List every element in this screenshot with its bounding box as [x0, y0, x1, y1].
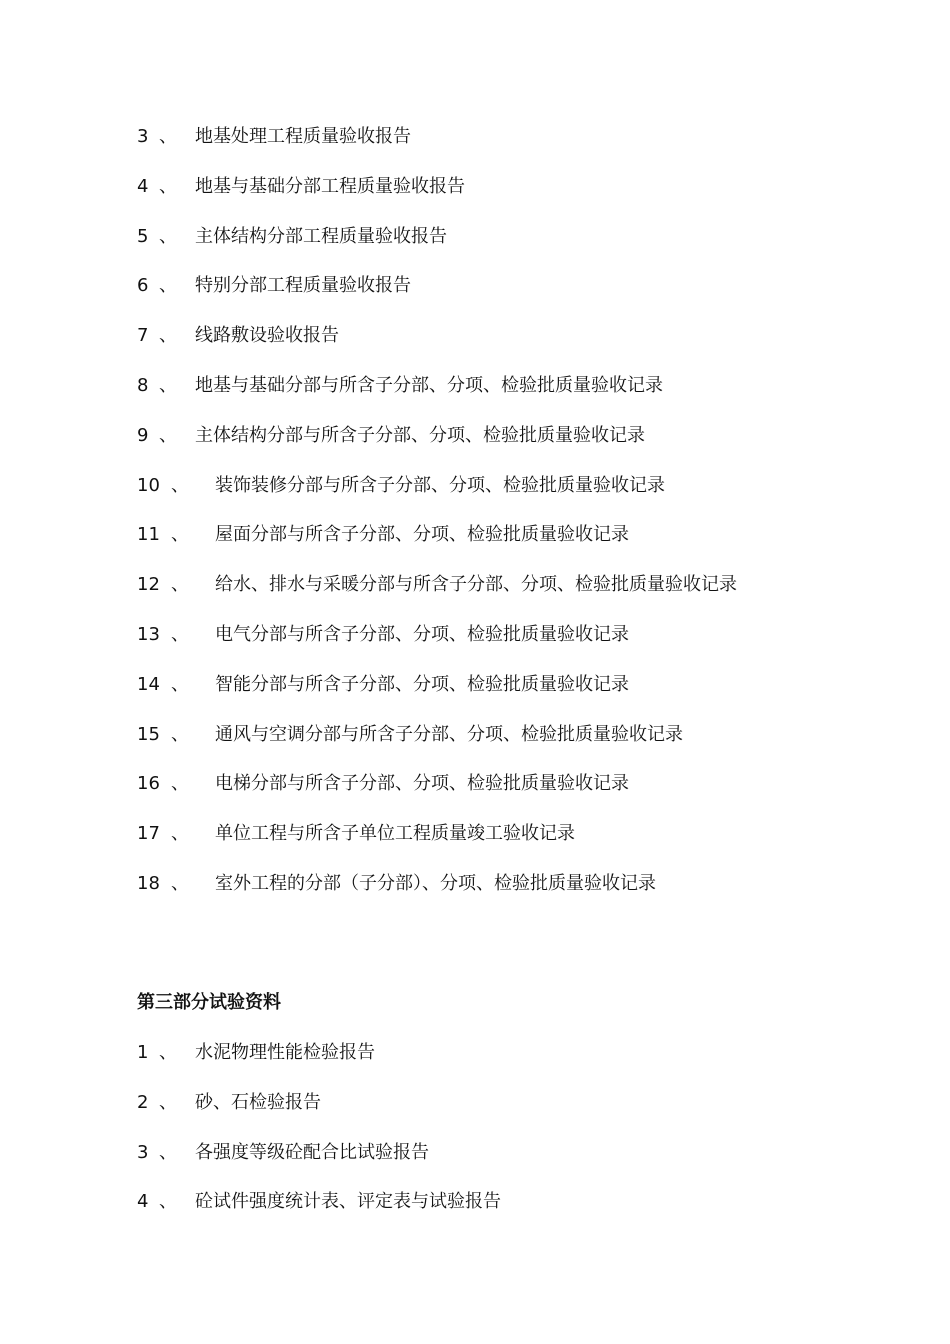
- list-item: [137, 173, 737, 223]
- list-item: [137, 671, 737, 721]
- item-text: 地基处理工程质量验收报告: [195, 126, 411, 147]
- list-item: [137, 1039, 501, 1089]
- item-text: 给水、排水与采暖分部与所含子分部、分项、检验批质量验收记录: [215, 574, 737, 596]
- list-item: [137, 1139, 501, 1189]
- item-number: 17: [137, 823, 160, 845]
- item-separator: 、: [159, 1191, 177, 1213]
- list-item: [137, 422, 737, 472]
- item-text: 装饰装修分部与所含子分部、分项、检验批质量验收记录: [215, 474, 665, 496]
- item-text: 电气分部与所含子分部、分项、检验批质量验收记录: [215, 623, 629, 645]
- item-separator: 、: [159, 325, 177, 347]
- item-number: 11: [137, 524, 160, 546]
- item-separator: 、: [159, 126, 177, 147]
- section-title: 第三部分试验资料: [137, 992, 281, 1013]
- item-text: 主体结构分部与所含子分部、分项、检验批质量验收记录: [195, 424, 645, 446]
- item-separator: 、: [159, 374, 177, 396]
- item-number: 1: [137, 1042, 149, 1063]
- item-number: 10: [137, 474, 160, 496]
- item-number: 14: [137, 673, 160, 695]
- item-number: 4: [137, 1191, 149, 1213]
- item-text: 砼试件强度统计表、评定表与试验报告: [195, 1191, 501, 1213]
- item-number: 3: [137, 126, 149, 147]
- test-material-list: [137, 1039, 501, 1238]
- list-item: [137, 721, 737, 771]
- item-text: 砂、石检验报告: [195, 1091, 321, 1113]
- acceptance-report-list: [137, 123, 737, 920]
- item-separator: 、: [159, 225, 177, 247]
- item-separator: 、: [159, 424, 177, 446]
- item-separator: 、: [171, 823, 189, 845]
- list-item: [137, 521, 737, 571]
- item-number: 12: [137, 574, 160, 596]
- list-item: [137, 1089, 501, 1139]
- item-separator: 、: [171, 574, 189, 596]
- item-number: 15: [137, 723, 160, 745]
- list-item: [137, 820, 737, 870]
- item-separator: 、: [171, 623, 189, 645]
- list-item: [137, 472, 737, 522]
- item-text: 水泥物理性能检验报告: [195, 1042, 375, 1063]
- item-separator: 、: [171, 524, 189, 546]
- list-item: [137, 571, 737, 621]
- list-item: [137, 272, 737, 322]
- item-separator: 、: [171, 723, 189, 745]
- item-text: 主体结构分部工程质量验收报告: [195, 225, 447, 247]
- item-number: 3: [137, 1141, 149, 1163]
- item-number: 13: [137, 623, 160, 645]
- item-separator: 、: [171, 872, 189, 894]
- item-text: 单位工程与所含子单位工程质量竣工验收记录: [215, 823, 575, 845]
- item-separator: 、: [159, 1042, 177, 1063]
- item-text: 各强度等级砼配合比试验报告: [195, 1141, 429, 1163]
- item-text: 室外工程的分部（子分部）、分项、检验批质量验收记录: [215, 872, 656, 894]
- item-separator: 、: [159, 275, 177, 297]
- list-item: [137, 123, 737, 173]
- item-text: 地基与基础分部与所含子分部、分项、检验批质量验收记录: [195, 374, 663, 396]
- list-item: [137, 621, 737, 671]
- item-number: 5: [137, 225, 149, 247]
- item-separator: 、: [171, 673, 189, 695]
- list-item: [137, 870, 737, 920]
- list-item: [137, 1188, 501, 1238]
- item-separator: 、: [171, 474, 189, 496]
- item-number: 2: [137, 1091, 149, 1113]
- item-text: 屋面分部与所含子分部、分项、检验批质量验收记录: [215, 524, 629, 546]
- item-number: 16: [137, 773, 160, 795]
- item-number: 18: [137, 872, 160, 894]
- item-text: 线路敷设验收报告: [195, 325, 339, 347]
- list-item: [137, 223, 737, 273]
- item-text: 电梯分部与所含子分部、分项、检验批质量验收记录: [215, 773, 629, 795]
- item-number: 6: [137, 275, 149, 297]
- item-number: 8: [137, 374, 149, 396]
- list-item: [137, 322, 737, 372]
- item-separator: 、: [159, 175, 177, 197]
- item-number: 7: [137, 325, 149, 347]
- item-number: 4: [137, 175, 149, 197]
- item-text: 通风与空调分部与所含子分部、分项、检验批质量验收记录: [215, 723, 683, 745]
- item-text: 地基与基础分部工程质量验收报告: [195, 175, 465, 197]
- list-item: [137, 770, 737, 820]
- item-number: 9: [137, 424, 149, 446]
- item-separator: 、: [171, 773, 189, 795]
- item-text: 特别分部工程质量验收报告: [195, 275, 411, 297]
- item-text: 智能分部与所含子分部、分项、检验批质量验收记录: [215, 673, 629, 695]
- item-separator: 、: [159, 1091, 177, 1113]
- item-separator: 、: [159, 1141, 177, 1163]
- list-item: [137, 372, 737, 422]
